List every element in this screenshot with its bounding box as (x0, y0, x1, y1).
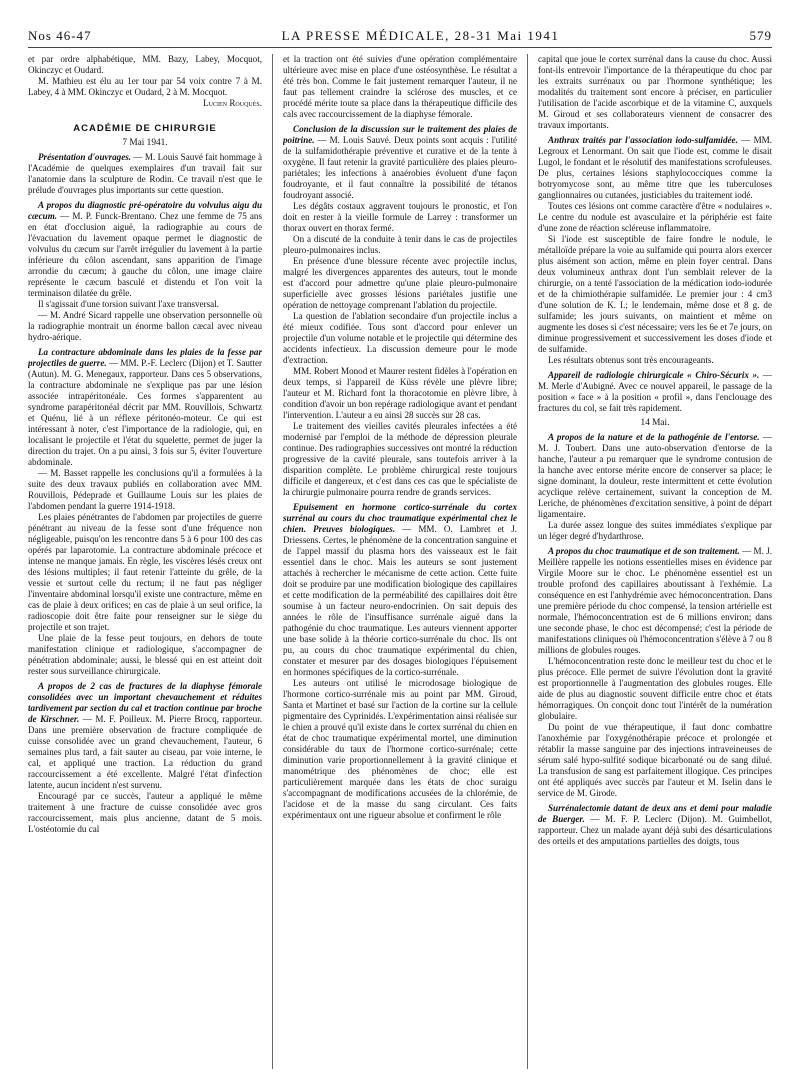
article-title: A propos de la nature et de la pathogénie de l'entorse. (548, 432, 760, 442)
paragraph: Les dégâts costaux aggravent toujours le pronostic, et l'on doit en rester à la vieille formule de Larrey : transformer un thorax ouvert en thorax fermé. (283, 201, 518, 233)
paragraph: L'hémoconcentration reste donc le meilleur test du choc et le plus précoce. Elle permet de suivre l'évolution dont la gravité est proportionnelle à l'augmentation des globules rouges. Elle aide de plus au diagnostic souvent difficile entre choc et états hémorragiques. On conçoit donc tout l'intérêt de la numération globulaire. (538, 656, 773, 721)
article-title: Anthrax traités par l'association iodo-sulfamidée. (548, 135, 738, 145)
paragraph: Si l'iode est susceptible de faire fondre le nodule, le métalloïde prépare la voie au sulfamide qui pourra alors exercer plus aisément son action, même en plein foyer central. Dans deux volumineux anthrax dont l'un semblait relever de la chirurgie, on a tenté l'association de la médication iodo-iodurée et de la chimiothérapie sulfamidée. Le premier jour : 4 cm3 d'une solution de K. I.; le lendemain, même dose et 8 g. de sulfamide; les jours suivants, on maintient et même on augmente les doses si c'est nécessaire; vers les 6e et 7e jours, on diminue progressivement et successivement les doses d'iode et de sulfamide. (538, 234, 773, 354)
article-entry (28, 152, 262, 196)
article-title: A propos de 2 cas de fractures de la diaphyse fémorale consolidées avec un important chevauchement et réduites tardivement par section du cal et traction continue par broche de Kirschner. (28, 681, 263, 724)
paragraph: Il s'agissait d'une torsion suivant l'axe transversal. (38, 299, 219, 309)
article-entry (283, 502, 517, 678)
article-body: — M. J. Toubert. Dans une auto-observation d'entorse de la hanche, l'auteur a pu remarquer que le syndrome contusion de la hanche avec entorse mérite encore de conserver sa place; le signe dominant, la douleur, reste intermittent et cette évolution acyclique relève certainement, suivant la conception de M. Leriche, de phénomènes d'excitation sensitive, à point de départ ligamentaire. (538, 432, 773, 519)
session-date: 14 Mai. (640, 418, 670, 428)
paragraph: — M. Basset rappelle les conclusions qu'il a formulées à la suite des deux travaux publiés en collaboration avec MM. Rouvillois, Pédeprade et Guillaume Louis sur les plaies de l'abdomen pendant la guerre 1914-1918. (28, 468, 263, 511)
page-header (28, 22, 772, 48)
journal-title: LA PRESSE MÉDICALE, 28-31 Mai 1941 (281, 28, 560, 43)
article-body: — M. Louis Sauvé fait hommage à l'Académie de quelques exemplaires d'un travail fait sur l'anatomie dans la sculpture de Rodin. Ce travail n'est que le prélude d'ouvrages plus importants sur cette question. (28, 152, 263, 195)
article-entry (538, 432, 772, 520)
article-entry (538, 135, 772, 201)
issue-number: Nos 46-47 (28, 28, 92, 43)
article-entry (28, 347, 262, 468)
column-1 (28, 54, 262, 1074)
paragraph: Les auteurs ont utilisé le microdosage biologique de l'hormone cortico-surrénale mis au point par MM. Giroud, Santa et Martinet et basé sur l'action de la cortine sur la cellule pigmentaire des Cyprinidés. L'expérimentation ainsi réalisée sur le chien a prouvé qu'il existe dans le cortex surrénal du chien en état de choc traumatique expérimental mortel, une diminution considérable du taux de l'hormone cortico-surrénale; cette diminution varie proportionnellement à la gravité clinique et manométrique des phénomènes de choc; elle est particulièrement marquée dans les états de choc suraigu s'accompagnant de modifications accusées de la chlorémie, de l'acidose et de la masse du sang circulant. Ces faits expérimentaux ont une rigueur absolue et confirment le rôle (283, 678, 518, 820)
article-entry (283, 124, 517, 201)
paragraph: capital que joue le cortex surrénal dans la cause du choc. Aussi font-ils entrevoir l'importance de la thérapeutique du choc par les extraits surrénaux ou par l'hormone synthétique; les modalités du traitement sont encore à préciser, en particulier l'utilisation de l'acide ascorbique et de la vitamine C, auxquels M. Giroud et ses collaborateurs viennent de consacrer des travaux importants. (538, 54, 773, 130)
article-title: La contracture abdominale dans les plaies de la fesse par projectiles de guerre. (28, 347, 263, 368)
article-title: A propos du diagnostic pré-opératoire du volvulus aigu du cæcum. (28, 200, 263, 221)
paragraph: On a discuté de la conduite à tenir dans le cas de projectiles pleuro-pulmonaires inclus. (283, 234, 518, 255)
paragraph: Les plaies pénétrantes de l'abdomen par projectiles de guerre pénétrant au niveau de la fesse sont d'une fréquence non négligeable, puisqu'on les rencontre dans 5 à 6 pour 100 des cas opérés par laparotomie. La contracture abdominale précoce et intense ne manque jamais. En règle, les viscères lésés creux ont des lésions multiples; il faut retenir l'atteinte du grêle, de la vessie et surtout celle du rectum; il ne faut pas négliger l'inventaire abdominal lorsqu'il existe une contracture, même en cas de plaie à deux orifices; en cas de plaie à un seul orifice, la radioscopie doit être faite pour renseigner sur le siège du projectile et son trajet. (28, 512, 263, 632)
article-title: Présentation d'ouvrages. (38, 152, 132, 162)
article-title: Surrénalectomie datant de deux ans et demi pour maladie de Buerger. (538, 803, 773, 824)
paragraph: M. Mathieu est élu au 1er tour par 54 voix contre 7 à M. Labey, 4 à MM. Okinczyc et Oudard, 2 à M. Mocquot. (28, 76, 263, 97)
article-title: Appareil de radiologie chirurgicale « Chiro-Sécurix ». (548, 370, 760, 380)
paragraph: Toutes ces lésions ont comme caractère d'être « nodulaires ». Le centre du nodule est avasculaire et la périphérie est faite d'une zone de réaction scléreuse inflammatoire. (538, 201, 773, 233)
session-date: 7 Mai 1941. (122, 138, 168, 148)
paragraph: Le traitement des vieilles cavités pleurales infectées a été modernisé par l'emploi de la méthode de dépression pleurale continue. Des radiographies successives ont montré la réduction progressive de la cavité pleurale, sans toutefois arriver à la disparition complète. Le problème chirurgical reste toujours difficile et dangereux, et c'est dans ces cas que le spécialiste de la chirurgie pulmonaire pourra rendre de grands services. (283, 421, 518, 497)
paragraph: Une plaie de la fesse peut toujours, en dehors de toute manifestation clinique et radiologique, s'accompagner de pénétration abdominale; aussi, le blessé qui en est atteint doit rester sous surveillance chirurgicale. (28, 633, 263, 676)
article-body: — M. Louis Sauvé. Deux points sont acquis : l'utilité de la sulfamidothérapie préventive et curative et de la tente à oxygène. Il faut retenir la gravité particulière des plaies pleuro-pariétales; les infections à anaérobies évoluent d'une façon foudroyante, et il faut connaître la possibilité de tétanos foudroyant associé. (283, 135, 518, 200)
article-title: Epuisement en hormone cortico-surrénale du cortex surrénal au cours du choc traumatique expérimental chez le chien. Preuves biologiques. (283, 502, 518, 534)
column-2 (283, 54, 517, 1074)
article-entry (538, 803, 772, 847)
page-number: 579 (749, 28, 772, 43)
article-body: — MM. O. Lambret et J. Driessens. Certes, le phénomène de la concentration sanguine et de l'appel massif du plasma hors des vaisseaux est le fait essentiel dans le choc. Mais les auteurs se sont justement attachés à rechercher le mécanisme de cette action. Cette fuite doit se produire par une modification biologique des capillaires et cette modification de la perméabilité des capillaires doit être soumise à un facteur neuro-endocrinien. On sait depuis des années le rôle de l'insuffisance surrénale aiguë dans la pathogénie du choc traumatique. Les auteurs viennent apporter une base solide à la théorie cortico-surrénale du choc. Ils ont pu, au cours du choc traumatique expérimental du chien, constater et mesurer par des dosages biologiques l'épuisement en hormones spécifiques de la cortico-surrénale. (283, 524, 518, 677)
paragraph: Les résultats obtenus sont très encourageants. (548, 355, 714, 365)
column-divider (527, 54, 528, 1069)
paragraph: La question de l'ablation secondaire d'un projectile inclus a été mieux codifiée. Tous sont d'accord pour enlever un projectile d'un volume notable et le projectile qui détermine des accidents infectieux. La discussion demeure pour le mode d'extraction. (283, 311, 518, 365)
article-body: — M. P. Funck-Brentano. Chez une femme de 75 ans en état d'occlusion aiguë, la radiographie au cours de l'évacuation du lavement opaque permet le diagnostic de volvulus du cæcum sur l'arrêt irrégulier du lavement à la partie inférieure du côlon ascendant, sans apparition de l'image arrondie du cæcum; à gauche du côlon, une image claire représente le cæcum basculé et distendu et l'on voit la terminaison dilatée du grêle. (28, 211, 263, 298)
article-title: A propos du choc traumatique et de son traitement. (548, 546, 740, 556)
section-heading: ACADÉMIE DE CHIRURGIE (73, 123, 217, 134)
article-body: — M. J. Meillère rappelle les notions essentielles mises en évidence par Virgile Moore sur le choc. Le phénomène essentiel est un trouble profond des capillaires aboutissant à l'exhémie. La conséquence en est l'anhydrémie avec hémoconcentration. Dans une première période du choc compensé, la tension artérielle est normale, l'hémoconcentration est de 6 millions environ; dans une seconde phase, le choc est décompensé; c'est la période de manifestations cliniques où l'hémoconcentration s'élève à 7 ou 8 millions de globules rouges. (538, 546, 773, 655)
paragraph: Encouragé par ce succès, l'auteur a appliqué le même traitement à une fracture de cuisse consolidée avec gros raccourcissement, mais plus ancienne, datant de 5 mois. L'ostéotomie du cal (28, 791, 263, 834)
column-divider (272, 54, 273, 1069)
paragraph: La durée assez longue des suites immédiates s'explique par un léger degré d'hydarthrose. (538, 520, 773, 541)
column-3 (538, 54, 772, 1074)
article-body: — M. Merle d'Aubigné. Avec ce nouvel appareil, le passage de la position « face » à la position « profil », dans l'enclouage des fractures du col, se fait très rapidement. (538, 370, 773, 413)
article-entry (28, 681, 262, 791)
article-body: — MM. Legroux et Lenormant. On sait que l'iode est, comme le disait Lugol, le fondant et le résolutif des manifestations scrofuleuses. De plus, certaines lésions staphylococciques comme la botryomycose sont, au même titre que les tuberculoses ganglionnaires ou cutanées, justiciables du traitement iodé. (538, 135, 773, 200)
signature: Lucien Rouquès. (203, 98, 263, 108)
paragraph: En présence d'une blessure récente avec projectile inclus, malgré les divergences apparentes des auteurs, tout le monde est d'accord pour admettre qu'une plaie pleuro-pulmonaire superficielle avec grosses lésions pariétales justifie une opération de nettoyage comprenant l'ablation du projectile. (283, 256, 518, 310)
article-body: — M. F. Poilleux. M. Pierre Brocq, rapporteur. Dans une première observation de fracture compliquée de cuisse consolidée avec un grand chevauchement, l'auteur, 6 semaines plus tard, a fait sauter au ciseau, par voie interne, le cal, et appliqué une traction. La réduction du grand raccourcissement a été excellente. Malgré l'état d'infection latente, aucun incident n'est survenu. (28, 714, 263, 790)
paragraph: — M. André Sicard rappelle une observation personnelle où la radiographie montrait un énorme ballon cæcal avec niveau hydro-aérique. (28, 310, 263, 342)
paragraph: et la traction ont été suivies d'une opération complémentaire ultérieure avec mise en place d'une ostéosynthèse. Le résultat a été très bon. Comme le fait justement remarquer l'auteur, il ne faut pas tellement craindre la sclérose des muscles, et ce procédé mérite toute sa place dans la thérapeutique difficile des cals avec raccourcissement de la diaphyse fémorale. (283, 54, 518, 119)
article-entry (28, 200, 262, 299)
paragraph: MM. Robert Monod et Maurer restent fidèles à l'opération en deux temps, si l'appareil de Küss révèle une plèvre libre; l'auteur et M. Richard font la thoracotomie en plèvre libre, à condition d'avoir un bon repérage radiologique avant et pendant l'intervention. L'auteur a eu ainsi 28 succès sur 28 cas. (283, 366, 518, 420)
article-title: Conclusion de la discussion sur le traitement des plaies de poitrine. (283, 124, 518, 145)
article-entry (538, 546, 772, 656)
paragraph: Du point de vue thérapeutique, il faut donc combattre l'anoxhémie par l'oxygénothérapie précoce et prolongée et rétablir la masse sanguine par des injections intraveineuses de sérum salé hypo-sulfité sodique bicarbonaté ou de sang dilué. La transfusion de sang est parfaitement illogique. Ces principes ont été appliqués avec succès par l'auteur et M. Iselin dans le service de M. Girode. (538, 722, 773, 798)
article-columns (28, 54, 772, 1074)
article-body: — M. F. P. Leclerc (Dijon). M. Guimbellot, rapporteur. Chez un malade ayant déjà subi des désarticulations des orteils et des amputations partielles des doigts, tous (538, 814, 773, 846)
article-entry (538, 370, 772, 414)
article-body: — MM. P.-F. Leclerc (Dijon) et T. Sautter (Autun). M. G. Menegaux, rapporteur. Dans ces 5 observations, la contracture abdominale ne s'explique pas par une lésion associée intrapéritonéale. Ces formes s'apparentent au syndrome parapéritonéal décrit par MM. Rouvillois, Schwartz et Quénu, lié à un réflexe péritonéo-moteur. Ce qui est intéressant à noter, c'est l'importance de la radiologie, qui, en localisant le projectile et l'état du squelette, permet de juger la direction du trajet. On a pu ainsi, 3 fois sur 5, éviter l'ouverture abdominale. (28, 358, 263, 467)
paragraph: et par ordre alphabétique, MM. Bazy, Labey, Mocquot, Okinczyc et Oudard. (28, 54, 263, 75)
